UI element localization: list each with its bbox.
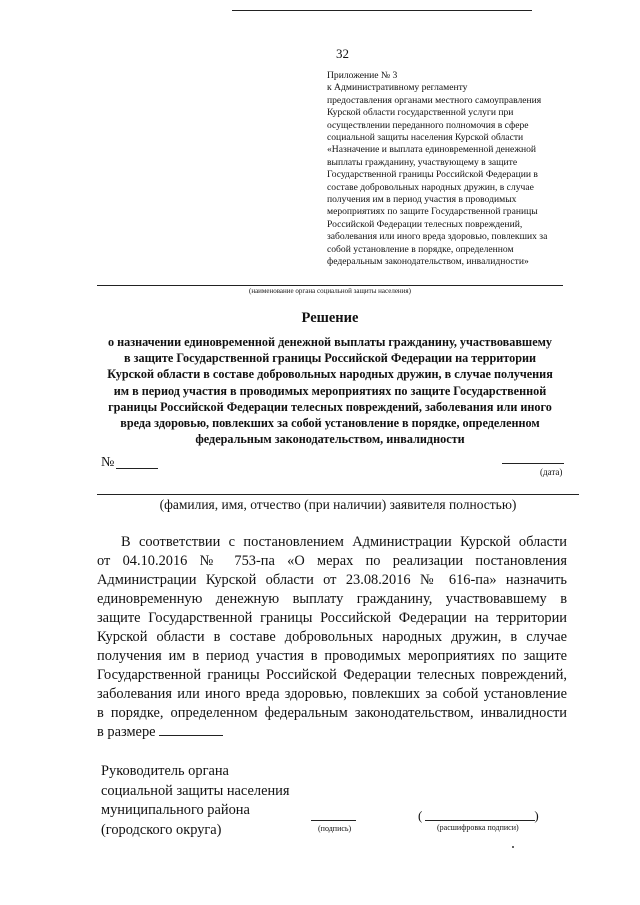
page-number: 32: [336, 46, 349, 61]
annex-block: [327, 70, 597, 269]
paragraph-line: в порядке, определенном федеральным законодательством, инвалидности: [97, 705, 567, 721]
signature-decode-field[interactable]: [425, 820, 535, 821]
signature-field[interactable]: [311, 820, 356, 821]
annex-line: федеральным законодательством, инвалидности»: [327, 256, 529, 268]
date-field[interactable]: [502, 463, 564, 464]
annex-line: Государственной границы Российской Федерации в: [327, 169, 538, 181]
subject-line: в защите Государственной границы Российской Федерации на территории: [123, 351, 537, 366]
decision-paragraph: [97, 533, 567, 742]
head-of-organ: [101, 762, 289, 840]
annex-line: осуществлении переданного полномочия в сфере: [327, 119, 529, 131]
annex-line: к Административному регламенту: [327, 82, 468, 94]
amount-field[interactable]: [159, 723, 223, 736]
organ-caption: (наименование органа социальной защиты населения): [249, 287, 411, 295]
paragraph-line: от 04.10.2016 № 753-па «О мерах по реализации постановления: [97, 553, 567, 569]
signature-decode: [418, 808, 539, 824]
paragraph-line: Администрации Курской области от 23.08.2016 № 616-па» назначить: [97, 572, 567, 588]
paragraph-line: Курской области в составе добровольных народных дружин, в случае: [97, 629, 567, 645]
document-subject: [97, 334, 563, 447]
annex-line: «Назначение и выплата единовременной денежной: [327, 144, 537, 156]
signature-caption: (подпись): [318, 824, 352, 833]
annex-line: предоставления органами местного самоуправления: [327, 94, 542, 106]
decode-open-paren: (: [418, 808, 423, 823]
paragraph-last-line: [97, 723, 567, 742]
subject-line: Курской области в составе добровольных народных дружин, в случае получения: [107, 367, 553, 382]
subject-line: границы Российской Федерации телесных повреждений, заболевания или иного: [108, 399, 552, 414]
annex-line: составе добровольных народных дружин, в случае: [327, 181, 534, 193]
scan-speck: [512, 846, 514, 848]
subject-line: о назначении единовременной денежной выплаты гражданину, участвовавшему: [107, 335, 553, 349]
annex-line: заболевания или иного вреда здоровью, повлекших за: [327, 231, 548, 243]
date-caption: (дата): [540, 467, 563, 477]
number-label: №: [101, 455, 115, 470]
signature-decode-caption: (расшифровка подписи): [437, 823, 519, 832]
annex-line: собой установление в порядке, определенном: [327, 243, 514, 255]
head-line: (городского округа): [101, 821, 222, 838]
number-field[interactable]: [116, 468, 158, 469]
paragraph-line: Государственной границы Российской Федерации телесных повреждений,: [97, 667, 567, 683]
organ-name-line: [97, 285, 563, 286]
amount-label: в размере: [97, 724, 156, 740]
head-line: муниципального района: [101, 802, 250, 818]
head-line: социальной защиты населения: [101, 782, 290, 799]
applicant-name-field[interactable]: [97, 494, 579, 495]
annex-line: Приложение № 3: [327, 70, 398, 81]
decode-close-paren: ): [534, 808, 539, 823]
applicant-name-caption: (фамилия, имя, отчество (при наличии) заявителя полностью): [159, 497, 517, 512]
paragraph-line: заболевания или иного вреда здоровью, повлекших за собой установление: [97, 686, 567, 702]
annex-line: получения им в период участия в проводимых: [327, 194, 517, 206]
paragraph-line: получения им в период участия в проводимых мероприятиях по защите: [97, 648, 567, 664]
annex-line: Российской Федерации телесных повреждений,: [327, 218, 523, 230]
annex-line: выплаты гражданину, участвующему в защите: [327, 156, 518, 168]
subject-line: им в период участия в проводимых мероприятиях по защите Государственной: [113, 383, 547, 398]
subject-line: вреда здоровью, повлекших за собой установление в порядке, определенном: [120, 416, 540, 431]
paragraph-line: защите Государственной границы Российской Федерации на территории: [97, 610, 567, 626]
head-line: Руководитель органа: [101, 763, 229, 779]
top-rule: [232, 10, 532, 11]
annex-line: социальной защиты населения Курской области: [327, 132, 524, 144]
annex-line: мероприятиях по защите Государственной границы: [327, 206, 538, 218]
document-title: Решение: [301, 310, 359, 326]
subject-line: федеральным законодательством, инвалидности: [195, 432, 465, 447]
annex-line: Курской области государственной услуги при: [327, 107, 514, 119]
paragraph-line: единовременную денежную выплату гражданину, участвовавшему в: [97, 591, 567, 607]
paragraph-line: В соответствии с постановлением Администрации Курской области: [121, 534, 567, 550]
